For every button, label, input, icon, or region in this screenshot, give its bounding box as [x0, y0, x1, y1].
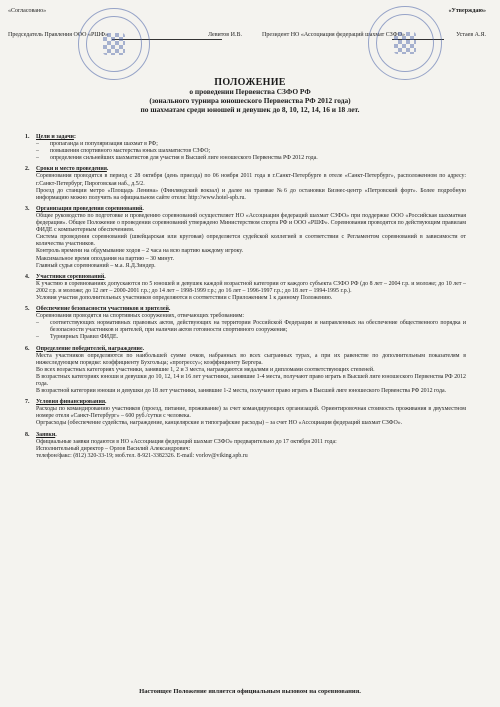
section-number: 6. — [25, 345, 30, 352]
section-number: 2. — [25, 166, 30, 173]
section-heading-suffix: . — [168, 306, 171, 313]
bullet-item: – повышения спортивного мастерства юных шахматистов СЗФО; — [36, 148, 466, 155]
bullet-item: – пропаганда и популяризация шахмат в РФ; — [36, 141, 466, 148]
section-paragraph: В возрастных категориях юноши и девушки до 10, 12, 14 и 16 лет участники, занявшие 1-4 места, получают право играть в Высшей лиге юношеского Первенства РФ 2012 года. — [36, 373, 466, 387]
section-heading — [36, 206, 466, 213]
subtitle-line-1: о проведении Первенства СЗФО РФ — [189, 87, 311, 96]
section-3 — [25, 205, 466, 270]
section-paragraph: Система проведения соревнований (швейцарская или круговая) определяется судейской коллегией в соответствии с Регламентом соревнований в зависимости от количества участников. — [36, 234, 466, 248]
bullet-item: – Турнирных Правил ФИДЕ. — [36, 334, 466, 341]
section-8 — [25, 431, 466, 460]
approval-label-left: «Согласовано» — [8, 8, 47, 14]
section-heading-suffix: . — [142, 345, 145, 352]
approval-label-right: «Утверждаю» — [448, 8, 486, 14]
right-signatory: Президент НО «Ассоциация федераций шахмат СЗФО» — [262, 32, 405, 38]
right-name: Устаев А.Я. — [456, 32, 486, 38]
section-heading-text: Обеспечение безопасности участников и зрителей — [36, 306, 169, 313]
section-heading — [36, 274, 466, 281]
section-heading-text: Сроки и место проведения — [36, 166, 107, 173]
section-paragraph: Условия участия дополнительных участников определяются в соответствии с Приложением 1 к данному Положению. — [36, 294, 333, 301]
section-heading-suffix: . — [105, 399, 107, 406]
section-4 — [25, 273, 466, 302]
section-number: 5. — [25, 306, 30, 313]
section-number: 4. — [25, 273, 30, 280]
bullet-item: – определения сильнейших шахматистов для участия в Высшей лиге юношеского Первенства РФ 2012 года. — [36, 155, 466, 162]
section-bullet-list — [36, 320, 466, 341]
section-heading-text: Цели и задачи — [36, 134, 74, 140]
section-paragraph: Проезд до станции метро «Площадь Ленина» (Финляндский вокзал) и далее на трамвае №6 до остановки Бизнес-центр «Петровский форт». Более подробную информацию можно получить на официальном сайте отеля: http://www.hotel-spb.ru. — [36, 187, 466, 201]
section-paragraph: телефон/факс: (812) 320-33-19; моб.тел. 8-921-3382326. E-mail: vorlov@viking.spb.ru — [36, 452, 248, 459]
section-heading-suffix: . — [106, 166, 109, 173]
section-paragraph: Максимальное время опоздания на партию – 30 минут. — [36, 255, 175, 262]
section-number: 1. — [25, 134, 30, 140]
section-number: 8. — [25, 431, 30, 438]
document-title: ПОЛОЖЕНИЕ — [214, 77, 286, 88]
section-heading-text: Условия финансирования — [36, 399, 106, 406]
left-signatory: Председатель Правления ООО «РШФ» — [8, 32, 109, 38]
section-paragraph: Места участников определяются по наибольшей сумме очков, набранных во всех сыгранных турах, а при их равенстве по дополнительным показателям в нижеследующем порядке: коэффициенту Бухгольца; «прогрессу»; коэффициенту Бергера. — [36, 352, 466, 366]
chess-board-icon — [103, 33, 125, 55]
section-2 — [25, 166, 466, 201]
subtitle-line-2: (зонального турнира юношеского Первенства РФ 2012 года) — [149, 96, 351, 105]
section-7 — [25, 399, 466, 427]
section-paragraph: Общее руководство по подготовке и проведению соревнований осуществляет НО «Ассоциация федераций шахмат СЗФО» при поддержке ООО «Российская шахматная федерация». Общее Положение о проведении соревнований утверждено Министерством спорта РФ и ООО «РШФ». Соревнования проводятся по действующим правилам ФИДЕ с компьютерным обеспечением. — [36, 212, 466, 234]
section-paragraph: Орграсходы (обеспечение судейства, награждение, канцелярские и типографские расходы) – за счет НО «Ассоциация федераций шахмат СЗФО». — [36, 420, 403, 427]
left-name: Левитов И.В. — [208, 32, 242, 38]
section-heading-suffix: . — [55, 431, 57, 438]
section-bullet-list — [36, 141, 466, 162]
section-heading-suffix: : — [73, 134, 76, 140]
section-paragraph: Главный судья соревнований – м.а. Я.Д.Зиндер. — [36, 262, 156, 269]
section-paragraph: Исполнительный директор – Орлов Василий Александрович: — [36, 445, 191, 452]
section-heading-suffix: . — [142, 205, 144, 212]
final-note: Настоящее Положение является официальным вызовом на соревнования. — [139, 688, 361, 695]
section-6 — [25, 345, 466, 396]
section-1 — [25, 134, 466, 162]
section-heading-text: Определение победителей, награждение — [36, 345, 143, 352]
section-heading-text: Организация проведения соревнований — [36, 205, 143, 212]
section-paragraph: Официальные заявки подаются в НО «Ассоциация федераций шахмат СЗФО» предварительно до 17 октября 2011 года: — [36, 438, 337, 445]
section-paragraph: В возрастной категории юноши и девушки до 18 лет участники, занявшие 1-2 места, получают право играть в Высшей лиге юношеского Первенства РФ 2012 года. — [36, 388, 447, 395]
bullet-item: – соответствующих нормативных правовых актов, действующих на территории Российской Федерации и направленных на обеспечение общественного порядка и безопасности участников и зрителей, при наличии актов готовности спортивного сооружения; — [36, 320, 466, 334]
section-number: 3. — [25, 205, 30, 212]
section-heading-text: Заявки — [36, 431, 56, 438]
section-paragraph: Соревнования проводятся на спортивных сооружениях, отвечающих требованиям: — [36, 313, 245, 320]
section-paragraph: Расходы по командированию участников (проезд, питание, проживание) за счет командирующих организаций. Ориентировочная стоимость проживания в двухместном номере отеля «Санкт-Петербург» – 600 руб./сутки с человека. — [36, 406, 466, 420]
subtitle-line-3: по шахматам среди юношей и девушек до 8, 10, 12, 14, 16 и 18 лет. — [140, 105, 360, 114]
section-heading — [36, 346, 466, 353]
section-heading — [36, 134, 466, 141]
section-paragraph: Во всех возрастных категориях участники, занявшие 1, 2 и 3 места, награждаются медалями и дипломами соответствующих степеней. — [36, 366, 375, 373]
sections-list — [25, 134, 466, 464]
document-subtitle — [0, 87, 500, 114]
section-heading-suffix: . — [104, 273, 106, 280]
chess-board-icon — [394, 32, 416, 54]
section-paragraph: Соревнования проводятся в период с 28 октября (день приезда) по 06 ноября 2011 года в г.Санкт-Петербурге в отеле «Санкт-Петербург», расположенном по адресу: г.Санкт-Петербург, Пироговская наб., д.5/2. — [36, 173, 466, 187]
section-paragraph: Контроль времени на обдумывание ходов – 2 часа на всю партию каждому игроку. — [36, 248, 244, 255]
section-heading-text: Участники соревнований — [36, 273, 105, 280]
section-number: 7. — [25, 399, 30, 406]
section-heading — [36, 432, 466, 439]
section-paragraph: К участию в соревнованиях допускаются по 5 юношей и девушек каждой возрастной категории от каждого субъекта СЗФО РФ (до 8 лет – 2004 г.р. и моложе; до 10 лет – 2002 г.р. и моложе; до 12 лет – 2000-2001 г.р.; до 14 лет – 1998-1999 г.р.; до 16 лет – 1996-1997 г.р.; до 18 лет – 1994-1995 г.р.). — [36, 280, 466, 294]
left-seal-stamp — [78, 8, 150, 80]
section-5 — [25, 306, 466, 341]
right-seal-stamp — [368, 6, 442, 80]
